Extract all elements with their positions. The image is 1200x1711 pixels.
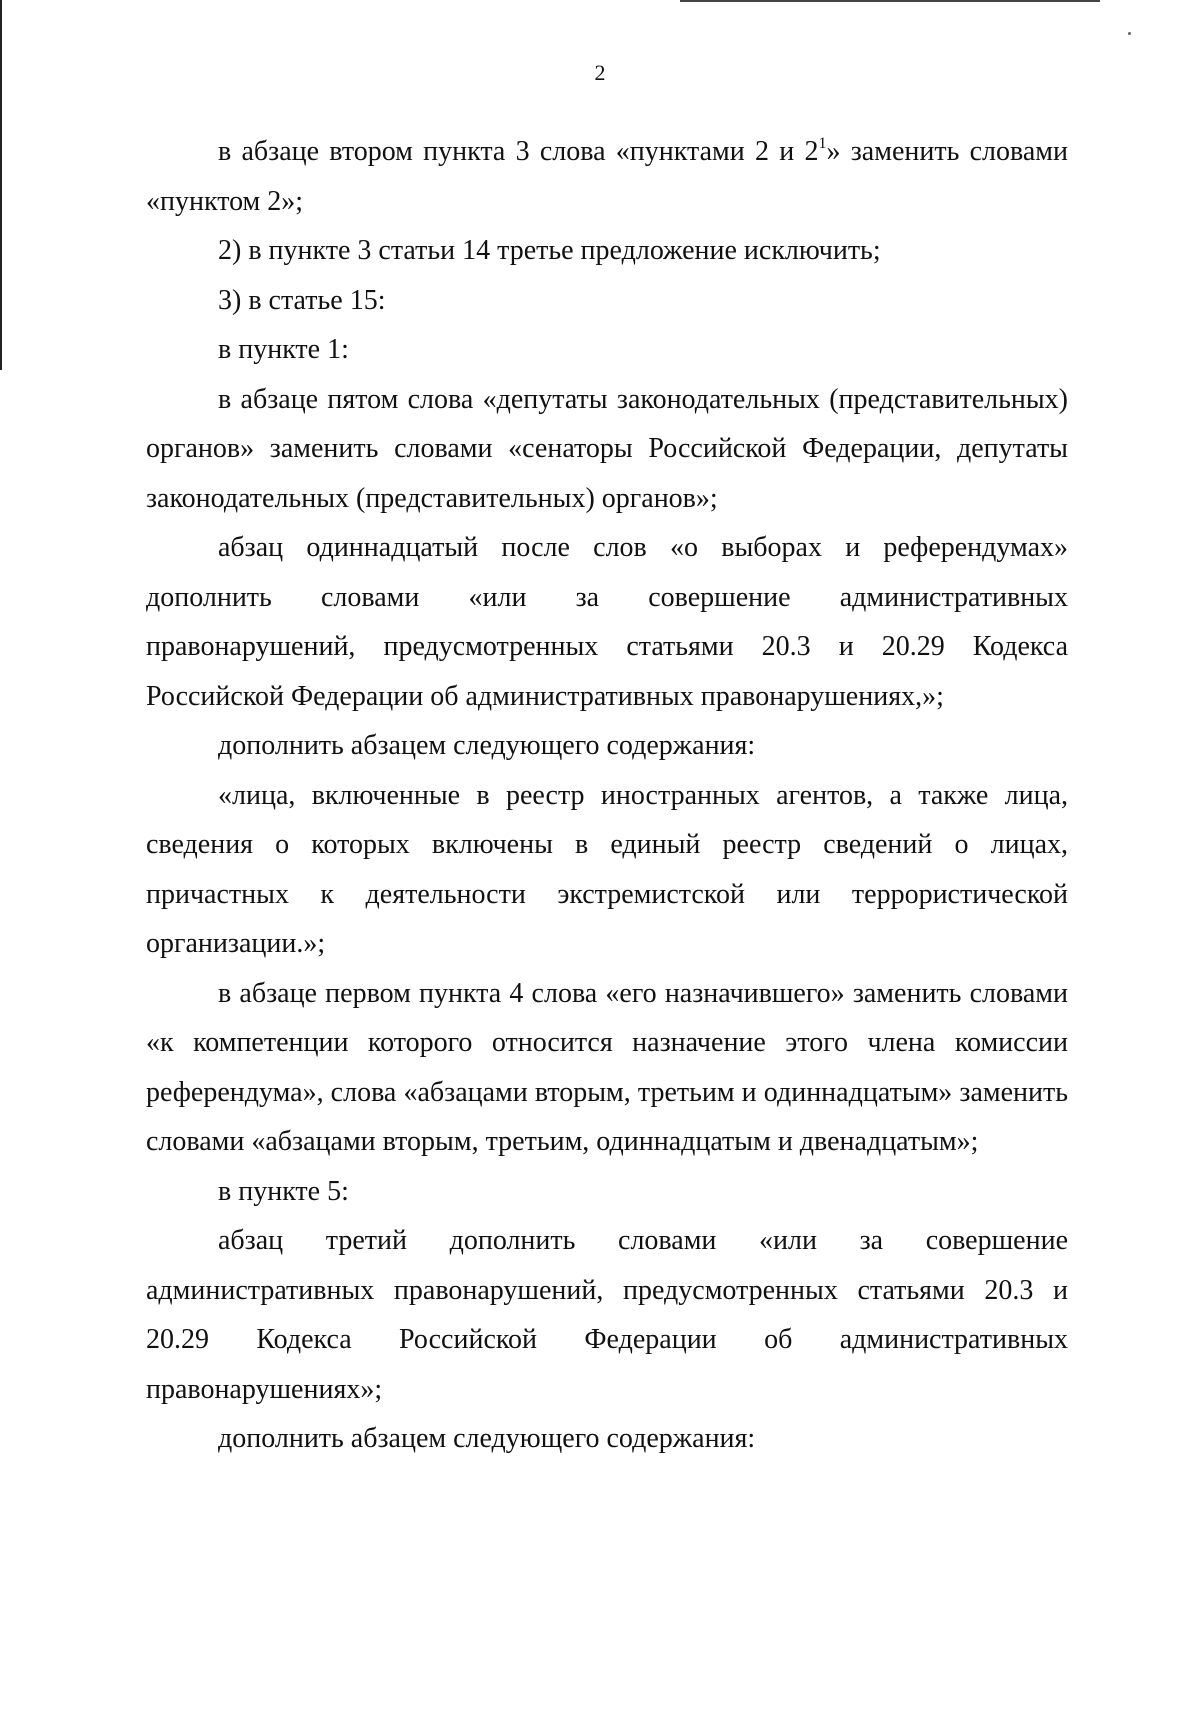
document-body [146, 127, 1068, 1464]
paragraph: 2) в пункте 3 статьи 14 третье предложение исключить; [218, 235, 881, 266]
paragraph-text: » заменить словами «пунктом 2»; [146, 136, 1068, 217]
paragraph: абзац одиннадцатый после слов «о выборах и референдумах» дополнить словами «или за совершение административных правонарушений, предусмотренных статьями 20.3 и 20.29 Кодекса Российской Федерации об административных правонарушениях,»; [146, 532, 1068, 712]
paragraph: дополнить абзацем следующего содержания: [218, 1423, 756, 1454]
paragraph: абзац третий дополнить словами «или за совершение административных правонарушений, предусмотренных статьями 20.3 и 20.29 Кодекса Российской Федерации об административных правонарушениях»; [146, 1225, 1068, 1405]
paragraph: в абзаце первом пункта 4 слова «его назначившего» заменить словами «к компетенции которого относится назначение этого члена комиссии референдума», слова «абзацами вторым, третьим и одиннадцатым» заменить словами «абзацами вторым, третьим, одиннадцатым и двенадцатым»; [146, 977, 1068, 1157]
paragraph [146, 127, 1068, 226]
paragraph: дополнить абзацем следующего содержания: [218, 730, 756, 761]
paragraph: «лица, включенные в реестр иностранных агентов, а также лица, сведения о которых включены в единый реестр сведений о лицах, причастных к деятельности экстремистской или террористической организации.»; [146, 779, 1068, 959]
superscript: 1 [818, 134, 827, 152]
paragraph: в пункте 5: [218, 1175, 349, 1207]
page-number: 2 [594, 60, 606, 85]
paragraph-text: в абзаце втором пункта 3 слова «пунктами 2 и 2 [218, 136, 819, 167]
paragraph: в пункте 1: [218, 334, 349, 365]
paragraph: в абзаце пятом слова «депутаты законодательных (представительных) органов» заменить словами «сенаторы Российской Федерации, депутаты законодательных (представительных) органов»; [146, 383, 1068, 514]
paragraph: 3) в статье 15: [218, 284, 386, 316]
scan-dot [1128, 32, 1131, 35]
scan-edge-top [680, 0, 1100, 2]
scan-edge-left [0, 0, 2, 370]
